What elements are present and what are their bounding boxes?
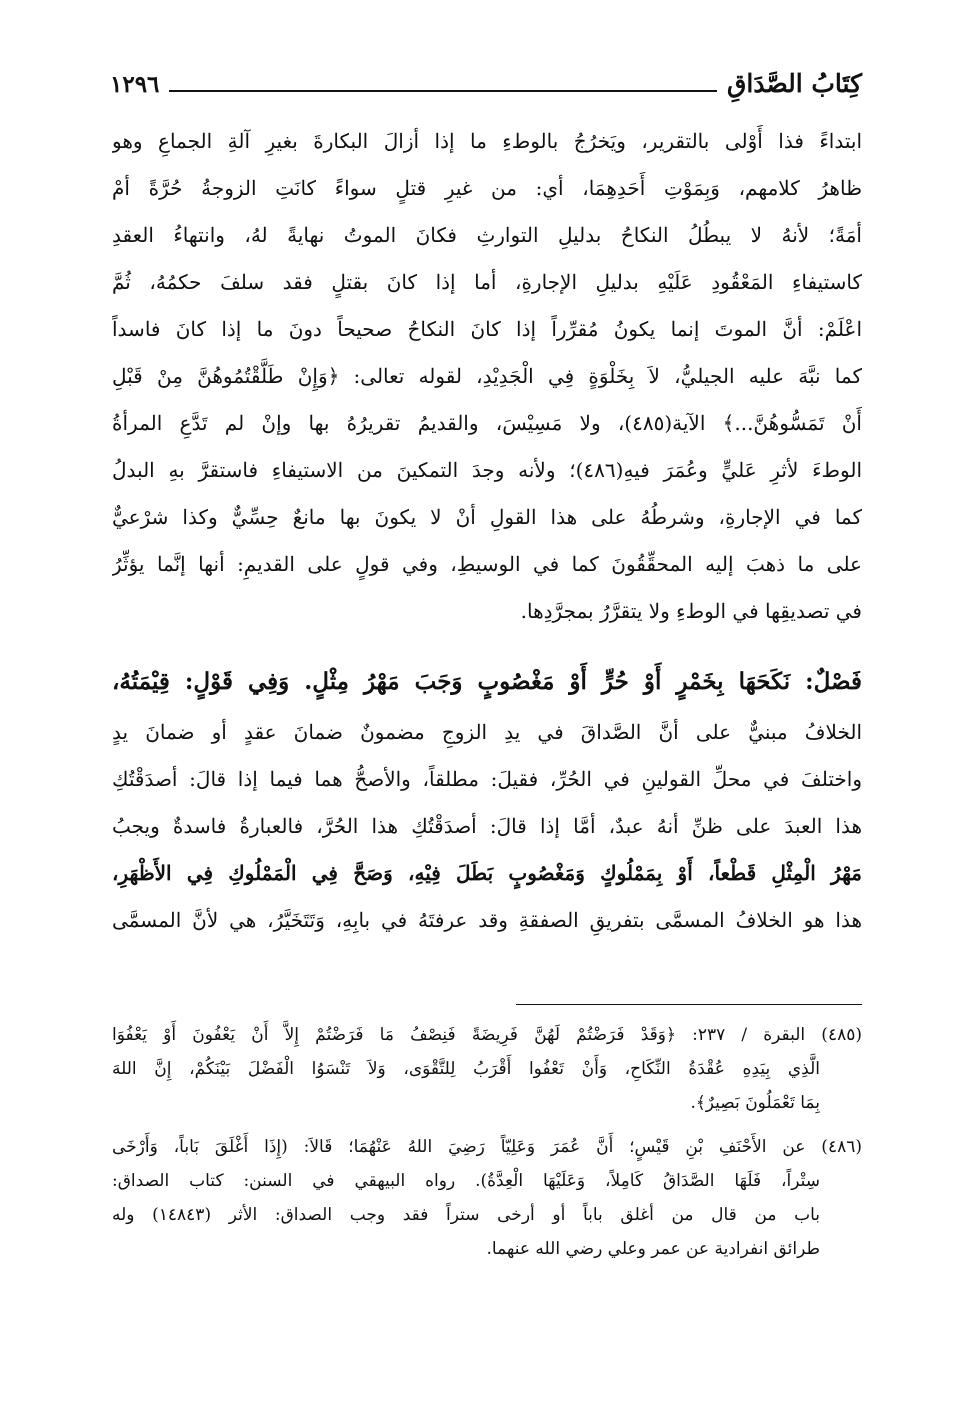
text-line: اعْلَمْ: أنَّ الموتَ إنما يكونُ مُقرِّراً إذا كانَ النكاحُ صحيحاً دونَ ما إذا كانَ فاسداً — [112, 317, 862, 341]
footnote-486-line: باب من قال من أغلق باباً أو أرخى ستراً فقد وجب الصداق: الأثر (١٤٨٤٣) وله — [112, 1205, 820, 1225]
footnote-separator — [516, 1004, 862, 1005]
text-line: ابتداءً فذا أَوْلى بالتقرير، ويَخرُجُ بالوطءِ ما إذا أزالَ البكارةَ بغيرِ آلةِ الجماعِ وهو — [112, 129, 862, 153]
footnote-485-line: (٤٨٥) البقرة / ٢٣٧: ﴿وَقَدْ فَرَضْتُمْ لَهُنَّ فَرِيضَةً فَنِصْفُ مَا فَرَضْتُمْ إِلاَّ أَنْ يَعْفُونَ أَوْ يَعْفُوَا — [112, 1025, 862, 1045]
text-line: كما في الإجارةِ، وشرطُهُ على هذا القولِ أنْ لا يكونَ بها مانعٌ حِسِّيٌّ وكذا شرْعيٌّ — [112, 505, 862, 529]
footnote-486-line: سِتْراً، فَلَهَا الصَّدَاقُ كَامِلاً، وَعَلَيْهَا الْعِدَّةُ). رواه البيهقي في السنن: كتاب الصداق: — [112, 1171, 820, 1191]
text-line-matn: مَهْرُ الْمِثْلِ قَطْعاً، أَوْ بِمَمْلُوكٍ وَمَغْصُوبٍ بَطَلَ فِيْهِ، وَصَحَّ فِي الْمَمْلُوكِ فِي الأَظْهَرِ، — [112, 861, 862, 885]
footnote-486-line: (٤٨٦) عن الأَحْنَفِ بْنِ قَيْسٍ؛ أَنَّ عُمَرَ وَعَلِيّاً رَضِيَ اللهُ عَنْهُمَا؛ قَالاَ: (إِذَا أَغْلَقَ بَاباً، وَأَرْخَى — [112, 1137, 862, 1157]
main-text — [112, 118, 862, 944]
footnote-485-line: بِمَا تَعْمَلُونَ بَصِيرٌ﴾. — [690, 1093, 820, 1113]
footnote-gap — [112, 1120, 862, 1130]
text-line: هذا هو الخلافُ المسمَّى بتفريقِ الصفقةِ وقد عرفتَهُ في بابِهِ، وَتَتَخَيَّرُ، هي لأنَّ المسمَّى — [112, 908, 862, 932]
footnote-485-line: الَّذِي بِيَدِهِ عُقْدَةُ النِّكَاحِ، وَأَنْ تَعْفُوا أَقْرَبُ لِلتَّقْوَى، وَلاَ تَنْسَوُا الْفَضْلَ بَيْنَكُمْ، إِنَّ اللهَ — [112, 1059, 820, 1079]
text-line: هذا العبدَ على ظنِّ أنهُ عبدٌ، أمَّا إذا قالَ: أصدَقْتُكِ هذا الحُرَّ، فالعبارةُ فاسدةٌ ويجبُ — [112, 814, 862, 838]
page-header — [110, 58, 862, 98]
footnotes — [112, 1018, 862, 1266]
header-rule — [169, 90, 717, 92]
text-line: كما نبَّهَ عليه الجيليُّ، لاَ بِخَلْوَةٍ فِي الْجَدِيْدِ، لقوله تعالى: ﴿وَإِنْ طَلَّقْتُمُوهُنَّ مِنْ قَبْلِ — [112, 364, 862, 388]
section-heading: فَصْلٌ: نَكَحَهَا بِخَمْرٍ أَوْ حُرٍّ أَوْ مَغْصُوبٍ وَجَبَ مَهْرُ مِثْلٍ. وَفِي قَوْلٍ: قِيْمَتُهُ، — [112, 668, 862, 695]
footnote-486-line: طرائق انفرادية عن عمر وعلي رضي الله عنهما. — [486, 1239, 820, 1259]
text-line: على ما ذهبَ إليه المحقِّقُونَ كما في الوسيطِ، وفي قولٍ على القديمِ: أنها إنَّما يؤثِّرُ — [112, 552, 862, 576]
text-line-paragraph-end: في تصديقِها في الوطءِ ولا يتقرَّرُ بمجرَّدِها. — [520, 599, 862, 623]
text-line: كاستيفاءِ المَعْقُودِ عَلَيْهِ بدليلِ الإجارةِ، أما إذا كانَ بقتلٍ فقد سلفَ حكمُهُ، ثُمَّ — [112, 270, 862, 294]
running-title: كِتَابُ الصَّدَاقِ — [726, 69, 862, 98]
text-line: ظاهرُ كلامهم، وَبِمَوْتِ أَحَدِهِمَا، أي: من غيرِ قتلٍ سواءً كانَتِ الزوجةُ حُرَّةً أمْ — [112, 176, 862, 200]
text-line: أمَةً؛ لأنهُ لا يبطُلُ النكاحُ بدليلِ التوارثِ فكانَ الموتُ نهايةً لهُ، وانتهاءُ العقدِ — [112, 223, 862, 247]
text-line: أَنْ تَمَسُّوهُنَّ...﴾ الآية(٤٨٥)، ولا مَسِيْسَ، والقديمُ تقريرُهُ بها وإنْ لم تَدَّعِ المرأةُ — [112, 411, 862, 435]
text-line: الوطءَ لأثرِ عَليٍّ وعُمَرَ فيهِ(٤٨٦)؛ ولأنه وجدَ التمكينَ من الاستيفاءِ فاستقرَّ بهِ البدلُ — [112, 458, 862, 482]
text-line: الخلافُ مبنيٌّ على أنَّ الصَّداقَ في يدِ الزوجِ مضمونٌ ضمانَ عقدٍ أو ضمانَ يدٍ — [112, 720, 862, 744]
page-number: ١٢٩٦ — [110, 71, 160, 98]
text-line: واختلفَ في محلِّ القولينِ في الحُرِّ، فقيلَ: مطلقاً، والأصحُّ هما فيما إذا قالَ: أصدَقْتُكِ — [112, 767, 862, 791]
